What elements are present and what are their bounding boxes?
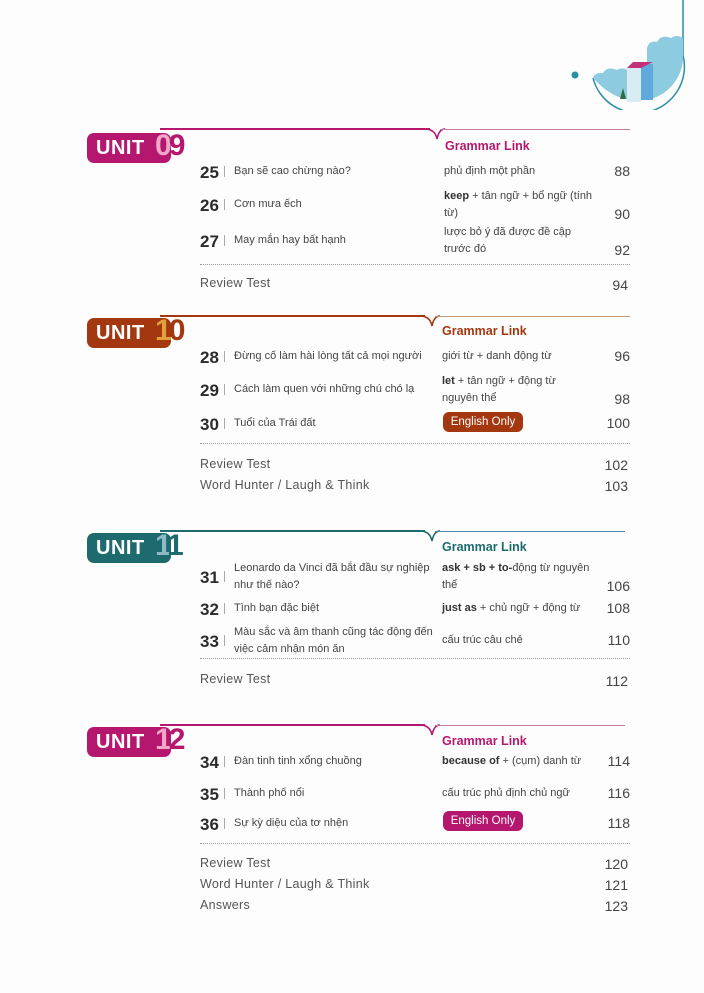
- extra-item-word-hunter[interactable]: Word Hunter / Laugh & Think: [200, 877, 370, 891]
- page-number: 112: [605, 673, 628, 689]
- separator: [224, 199, 225, 210]
- grammar-text: động từ nguyên thể: [442, 562, 590, 591]
- dotted-divider: [200, 843, 630, 844]
- separator: [224, 418, 225, 429]
- lesson-number: 34: [200, 753, 219, 772]
- extra-item-review-test[interactable]: Review Test: [200, 856, 271, 870]
- grammar-point: [442, 600, 602, 617]
- dotted-divider: [200, 264, 630, 265]
- separator: [224, 818, 225, 829]
- grammar-link-header: Grammar Link: [445, 139, 530, 153]
- page-number: 108: [606, 600, 630, 616]
- separator: [224, 384, 225, 395]
- grammar-keyword: just as: [442, 602, 477, 614]
- lesson-row[interactable]: [200, 753, 630, 775]
- grammar-point: phủ định một phần: [444, 165, 536, 177]
- grammar-divider: [435, 531, 625, 532]
- separator: [224, 635, 225, 646]
- extra-item-review-test[interactable]: Review Test: [200, 457, 271, 471]
- lesson-title: Tình bạn đặc biệt: [234, 602, 320, 614]
- page-number: 96: [614, 348, 630, 364]
- dotted-divider: [200, 443, 630, 444]
- unit-divider: [160, 315, 425, 317]
- grammar-point: [444, 188, 594, 222]
- page-number: 121: [604, 877, 628, 893]
- separator: [224, 235, 225, 246]
- lesson-number: 27: [200, 232, 219, 251]
- lesson-number: 32: [200, 600, 219, 619]
- lesson-number: 25: [200, 163, 219, 182]
- lesson-title: May mắn hay bất hạnh: [234, 234, 346, 246]
- page-number: 92: [614, 242, 630, 258]
- lesson-title: Bạn sẽ cao chừng nào?: [234, 165, 351, 177]
- english-only-badge: English Only: [443, 412, 523, 432]
- lesson-title: Thành phố nổi: [234, 787, 305, 799]
- page-number: 123: [604, 898, 628, 914]
- unit-label: UNIT: [96, 322, 145, 344]
- lesson-row[interactable]: [200, 562, 630, 594]
- lesson-number: 33: [200, 632, 219, 651]
- lesson-number: 30: [200, 415, 219, 434]
- lesson-number: 29: [200, 381, 219, 400]
- grammar-link-header: Grammar Link: [442, 734, 527, 748]
- lesson-row[interactable]: [200, 226, 630, 258]
- page-number: 103: [604, 478, 628, 494]
- extra-item-answers[interactable]: Answers: [200, 898, 251, 912]
- separator: [224, 603, 225, 614]
- grammar-keyword: keep: [444, 190, 470, 202]
- lesson-row[interactable]: [200, 785, 630, 807]
- extra-item-review-test[interactable]: Review Test: [200, 672, 271, 686]
- lesson-title: Đừng cố làm hài lòng tất cả mọi người: [234, 350, 422, 362]
- unit-divider: [160, 128, 430, 130]
- grammar-text: + tân ngữ + bổ ngữ (tính từ): [444, 190, 593, 219]
- separator: [224, 351, 225, 362]
- page-number: 88: [614, 163, 630, 179]
- lesson-title: Đàn tinh tinh xổng chuồng: [234, 755, 362, 767]
- grammar-link-header: Grammar Link: [442, 540, 527, 554]
- unit-number: 10: [155, 314, 183, 347]
- lesson-row[interactable]: [200, 415, 630, 437]
- page-number: 114: [607, 753, 630, 769]
- grammar-point: [442, 753, 607, 770]
- lesson-title: Sự kỳ diệu của tơ nhện: [234, 817, 349, 829]
- page-number: 90: [614, 206, 630, 222]
- lesson-number: 28: [200, 348, 219, 367]
- page-number: 94: [612, 277, 628, 293]
- lesson-number: 35: [200, 785, 219, 804]
- page-number: 98: [614, 391, 630, 407]
- page-number: 100: [606, 415, 630, 431]
- lesson-row[interactable]: [200, 600, 630, 622]
- grammar-point: [442, 560, 592, 594]
- unit-number: 09: [155, 129, 183, 162]
- lesson-title: Cách làm quen với những chú chó lạ: [234, 383, 415, 395]
- dotted-divider: [200, 658, 630, 659]
- unit-badge: [87, 529, 181, 563]
- page-number: 110: [607, 632, 630, 648]
- grammar-point: cấu trúc phủ định chủ ngữ: [442, 787, 570, 799]
- page-number: 102: [604, 457, 628, 473]
- grammar-text: + (cụm) danh từ: [499, 755, 582, 767]
- lesson-row[interactable]: [200, 815, 630, 837]
- lesson-row[interactable]: [200, 375, 630, 407]
- separator: [224, 788, 225, 799]
- grammar-keyword: let: [442, 375, 455, 387]
- unit-label: UNIT: [96, 537, 145, 559]
- page-number: 120: [604, 856, 628, 872]
- grammar-text: + tân ngữ + động từ nguyên thể: [442, 375, 556, 404]
- extra-item-word-hunter[interactable]: Word Hunter / Laugh & Think: [200, 478, 370, 492]
- lesson-row[interactable]: [200, 626, 630, 655]
- unit-number: 12: [155, 723, 183, 756]
- grammar-divider: [435, 725, 625, 726]
- page-number: 116: [607, 785, 630, 801]
- unit-label: UNIT: [96, 731, 145, 753]
- separator: [224, 756, 225, 767]
- lesson-row[interactable]: [200, 163, 630, 185]
- city-illustration-icon: [565, 0, 700, 110]
- lesson-number: 36: [200, 815, 219, 834]
- unit-divider: [160, 724, 425, 726]
- lesson-row[interactable]: [200, 348, 630, 370]
- lesson-row[interactable]: [200, 190, 630, 222]
- grammar-keyword: because of: [442, 755, 500, 767]
- grammar-point: cấu trúc câu chẻ: [442, 634, 523, 646]
- lesson-title: Tuổi của Trái đất: [234, 417, 316, 429]
- grammar-point: giới từ + danh động từ: [442, 350, 552, 362]
- lesson-title: Màu sắc và âm thanh cũng tác động đến việc cảm nhận món ăn: [234, 626, 433, 655]
- unit-badge: [87, 723, 183, 757]
- separator: [224, 571, 225, 582]
- lesson-number: 26: [200, 196, 219, 215]
- grammar-divider: [440, 129, 630, 130]
- separator: [224, 166, 225, 177]
- grammar-point: [442, 373, 592, 407]
- grammar-text: + chủ ngữ + động từ: [476, 602, 581, 614]
- page-number: 106: [606, 578, 630, 594]
- unit-label: UNIT: [96, 137, 145, 159]
- unit-number: 11: [155, 529, 181, 562]
- unit-badge: [87, 314, 183, 348]
- grammar-divider: [435, 316, 630, 317]
- lesson-title: Cơn mưa ếch: [234, 198, 302, 210]
- english-only-badge: English Only: [443, 811, 523, 831]
- unit-divider: [160, 530, 425, 532]
- grammar-link-header: Grammar Link: [442, 324, 527, 338]
- extra-item-review-test[interactable]: Review Test: [200, 276, 271, 290]
- lesson-title: Leonardo da Vinci đã bắt đầu sự nghiệp như thế nào?: [234, 562, 430, 591]
- grammar-point: lược bỏ ý đã được đề cập trước đó: [444, 226, 571, 255]
- page-number: 118: [607, 815, 630, 831]
- lesson-number: 31: [200, 568, 219, 587]
- unit-badge: [87, 129, 183, 163]
- grammar-keyword: ask + sb + to-: [442, 562, 513, 574]
